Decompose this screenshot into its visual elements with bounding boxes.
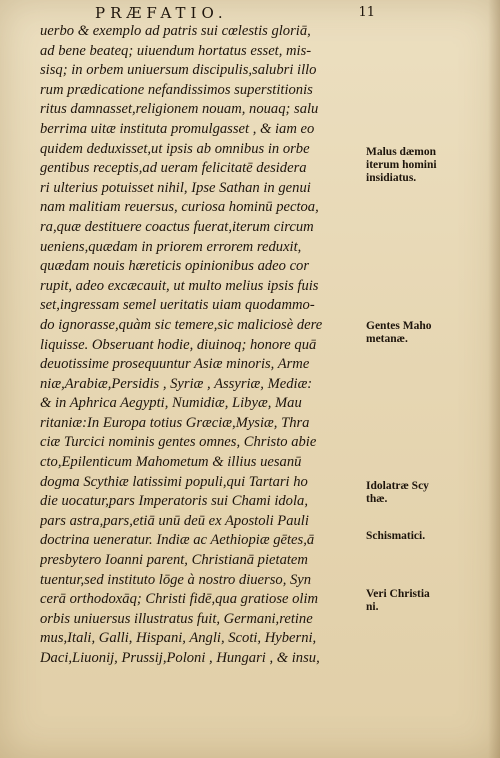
text-line: quædam nouis hæreticis opinionibus adeo cor [40, 258, 310, 275]
text-line: pars astra,pars,etiā unū deū ex Apostoli Pauli [40, 512, 309, 529]
text-line: ritus damnasset,religionem nouam, nouaq; salu [40, 101, 319, 118]
text-line: doctrina ueneratur. Indiæ ac Aethiopiæ gētes,ā [40, 532, 315, 549]
text-line: die uocatur,pars Imperatoris sui Chami idola, [40, 493, 308, 510]
text-line: mus,Itali, Galli, Hispani, Angli, Scoti, Hyberni, [40, 630, 317, 647]
text-line: ueniens,quædam in priorem errorem reduxit, [40, 238, 302, 255]
margin-note-line: metanæ. [366, 333, 408, 345]
margin-note [366, 480, 494, 506]
text-line: ad bene beateq; uiuendum hortatus esset, mis- [40, 42, 312, 59]
text-line: ri ulterius potuisset nihil, Ipse Sathan in genui [40, 179, 311, 196]
margin-note [366, 588, 494, 614]
margin-note-line: iterum homini [366, 159, 437, 171]
text-line: quidem deduxisset,ut ipsis ab omnibus in orbe [40, 140, 310, 157]
text-line: rupit, adeo excæcauit, ut multo melius ipsis fuis [40, 277, 319, 294]
text-line: ra,quæ destituere coactus fuerat,iterum circum [40, 218, 314, 235]
text-line: orbis uniuersus illustratus fuit, Germani,retine [40, 610, 313, 627]
text-line: & in Aphrica Aegypti, Numidiæ, Libyæ, Mau [40, 395, 302, 412]
text-line: set,ingressam semel ueritatis uiam quodammo- [40, 297, 315, 314]
text-line: deuotissime prosequuntur Asiæ minoris, Arme [40, 356, 310, 373]
text-line: liquisse. Obseruant hodie, diuinoq; honore quā [40, 336, 317, 353]
text-line: dogma Scythiæ latissimi populi,qui Tartari ho [40, 473, 308, 490]
margin-note [366, 320, 494, 346]
margin-note-line: thæ. [366, 493, 388, 505]
text-line: berrima uitæ instituta promulgasset , & iam eo [40, 120, 315, 137]
margin-note-line: Gentes Maho [366, 320, 432, 332]
text-line: nam malitiam reuersus, curiosa hominū pectoa, [40, 199, 319, 216]
body-text [40, 22, 365, 669]
text-line: cto,Epilenticum Mahometum & illius uesanū [40, 454, 302, 471]
text-line: uerbo & exemplo ad patris sui cœlestis gloriā, [40, 23, 311, 39]
margin-note-line: ni. [366, 601, 379, 613]
margin-note-line: Veri Christia [366, 588, 430, 600]
text-line: do ignorasse,quàm sic temere,sic maliciosè dere [40, 316, 323, 333]
text-line: presbytero Ioanni parent, Christianā pietatem [40, 552, 308, 569]
running-title: PRÆFATIO. [95, 4, 228, 22]
text-line: tuentur,sed instituto lōge à nostro diuerso, Syn [40, 571, 312, 588]
text-line: ritaniæ:In Europa totius Græciæ,Mysiæ, Thra [40, 414, 310, 431]
text-line: sisq; in orbem uniuersum discipulis,salubri illo [40, 62, 317, 79]
page-edge-shadow [488, 0, 500, 758]
text-line: Daci,Liuonij, Prussij,Poloni , Hungari , & insu, [40, 650, 320, 666]
margin-note [366, 146, 494, 185]
margin-note [366, 530, 494, 543]
text-line: niæ,Arabiæ,Persidis , Syriæ , Assyriæ, Mediæ: [40, 375, 313, 392]
text-line: cerā orthodoxāq; Christi fidē,qua gratiose olim [40, 591, 319, 608]
running-head [95, 4, 375, 22]
margin-note-line: Idolatræ Scy [366, 480, 429, 492]
page-number: 11 [358, 5, 375, 20]
text-line: gentibus receptis,ad ueram felicitatē desidera [40, 160, 307, 177]
margin-note-line: Malus dæmon [366, 146, 436, 158]
margin-note-line: insidiatus. [366, 172, 417, 184]
text-line: ciæ Turcici nominis gentes omnes, Christo abie [40, 434, 317, 451]
margin-note-line: Schismatici. [366, 530, 426, 542]
text-line: rum prædicatione nefandissimos superstitionis [40, 81, 313, 98]
